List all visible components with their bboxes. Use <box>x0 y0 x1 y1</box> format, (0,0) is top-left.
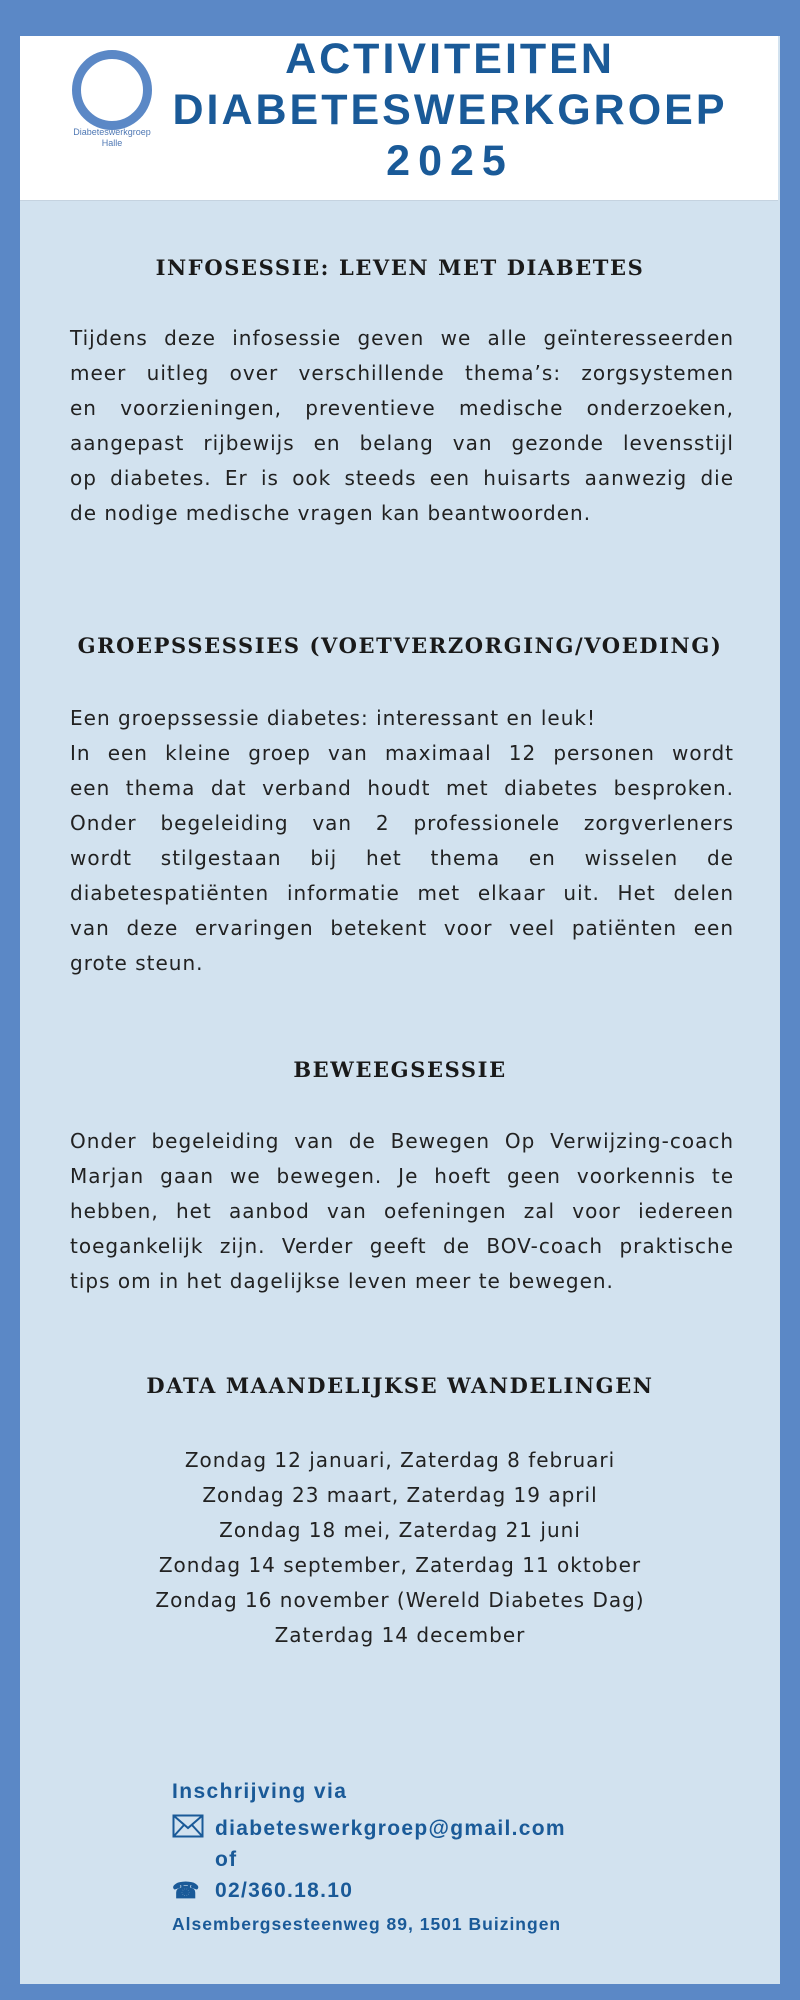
page-title <box>170 34 730 187</box>
email-link[interactable]: diabeteswerkgroep@gmail.com <box>215 1817 566 1840</box>
section-text-beweegsessie <box>70 1124 734 1299</box>
section-title-infosessie: INFOSESSIE: LEVEN MET DIABETES <box>155 255 645 280</box>
section-title-groepssessies: GROEPSSESSIES (VOETVERZORGING/VOEDING) <box>77 633 723 658</box>
text-line: Een groepssessie diabetes: interessant en leuk! <box>70 706 596 730</box>
text-line: van deze ervaringen betekent voor veel patiënten een <box>70 916 734 940</box>
walk-date-line: Zondag 16 november (Wereld Diabetes Dag) <box>155 1588 645 1612</box>
text-line: Tijdens deze infosessie geven we alle geïnteresseerden <box>70 326 734 350</box>
text-line: de nodige medische vragen kan beantwoorden. <box>70 501 592 525</box>
walk-date-line: Zondag 14 september, Zaterdag 11 oktober <box>158 1553 642 1577</box>
logo-text <box>48 127 176 149</box>
page-title-line-1: ACTIVITEITEN <box>285 35 615 83</box>
logo-text-line-2: Halle <box>101 138 123 148</box>
contact-block <box>172 1774 732 1935</box>
text-line: meer uitleg over verschillende thema’s: zorgsystemen <box>70 361 734 385</box>
email-row <box>172 1814 732 1844</box>
text-line: In een kleine groep van maximaal 12 personen wordt <box>70 741 734 765</box>
text-line: hebben, het aanbod van oefeningen zal voor iedereen <box>70 1199 734 1223</box>
text-line: tips om in het dagelijkse leven meer te bewegen. <box>70 1269 614 1293</box>
envelope-icon <box>172 1814 208 1844</box>
logo-text-line-1: Diabeteswerkgroep <box>73 127 151 137</box>
text-line: aangepast rijbewijs en belang van gezonde levensstijl <box>70 431 734 455</box>
section-text-infosessie <box>70 321 734 531</box>
section-title-beweegsessie: BEWEEGSESSIE <box>293 1057 507 1082</box>
text-line: Onder begeleiding van de Bewegen Op Verwijzing-coach <box>70 1129 734 1153</box>
or-text: of <box>215 1848 238 1871</box>
walk-dates-list <box>20 1443 780 1653</box>
phone-link[interactable]: 02/360.18.10 <box>215 1879 354 1902</box>
telephone-icon: ☎ <box>172 1878 200 1903</box>
text-line: en voorzieningen, preventieve medische onderzoeken, <box>70 396 734 420</box>
section-text-groepssessies <box>70 701 734 981</box>
logo-ring-icon <box>72 50 152 130</box>
page-title-year: 2025 <box>386 137 514 185</box>
section-title-wandelingen: DATA MAANDELIJKSE WANDELINGEN <box>146 1373 654 1398</box>
page-title-line-2: DIABETESWERKGROEP <box>172 86 728 134</box>
text-line: toegankelijk zijn. Verder geeft de BOV-coach praktische <box>70 1234 734 1258</box>
text-line: op diabetes. Er is ook steeds een huisarts aanwezig die <box>70 466 734 490</box>
phone-row <box>172 1876 732 1906</box>
contact-heading: Inschrijving via <box>172 1780 348 1803</box>
text-line: Marjan gaan we bewegen. Je hoeft geen voorkennis te <box>70 1164 734 1188</box>
text-line: Onder begeleiding van 2 professionele zorgverleners <box>70 811 734 835</box>
walk-date-line: Zondag 12 januari, Zaterdag 8 februari <box>184 1448 616 1472</box>
address-text: Alsembergsesteenweg 89, 1501 Buizingen <box>172 1914 562 1934</box>
text-line: grote steun. <box>70 951 204 975</box>
walk-date-line: Zondag 18 mei, Zaterdag 21 juni <box>219 1518 581 1542</box>
walk-date-line: Zaterdag 14 december <box>274 1623 526 1647</box>
text-line: wordt stilgestaan bij het thema en wisselen de <box>70 846 734 870</box>
walk-date-line: Zondag 23 maart, Zaterdag 19 april <box>202 1483 598 1507</box>
text-line: een thema dat verband houdt met diabetes besproken. <box>70 776 734 800</box>
text-line: diabetespatiënten informatie met elkaar uit. Het delen <box>70 881 734 905</box>
